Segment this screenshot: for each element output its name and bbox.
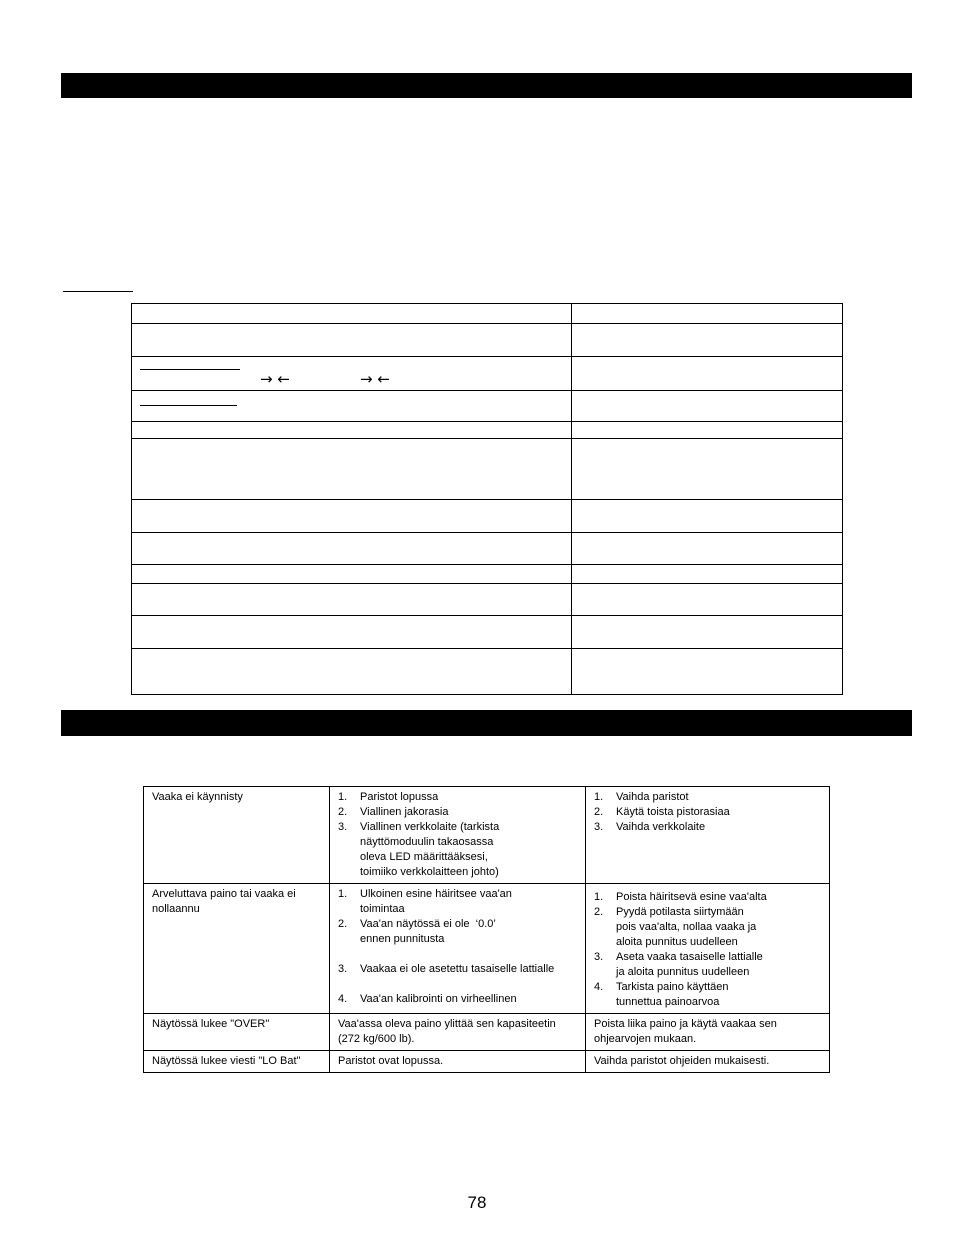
solution-cell: [586, 787, 830, 884]
heading-underline: [63, 291, 133, 292]
list-item: 2. Vaa'an näytössä ei ole ‘0.0’ ennen punnitusta: [338, 918, 496, 945]
list-item: 4. Vaa'an kalibrointi on virheellinen: [338, 993, 517, 1005]
cause-cell: [330, 787, 586, 884]
list-item: 2. Käytä toista pistorasiaa: [594, 806, 730, 818]
list-item: 3. Viallinen verkkolaite (tarkista näyttömoduulin takaosassa oleva LED määrittääksesi, toimiiko verkkolaitteen johto): [338, 821, 500, 878]
list-item: 4. Tarkista paino käyttäen tunnettua painoarvoa: [594, 981, 729, 1008]
list-item: 3. Vaihda verkkolaite: [594, 821, 706, 833]
troubleshooting-table: [143, 786, 830, 1073]
arrow-glyphs: → ←: [360, 370, 390, 388]
specification-table: [131, 303, 843, 695]
page-number: 78: [467, 1193, 487, 1212]
cause-cell: [330, 884, 586, 1014]
solution-cell: Vaihda paristot ohjeiden mukaisesti.: [586, 1051, 830, 1073]
table-row: [132, 500, 843, 533]
list-item: 1. Vaihda paristot: [594, 791, 689, 803]
table-row: [132, 616, 843, 649]
text-underline: [140, 405, 237, 406]
table-row: [132, 422, 843, 439]
list-item: 1. Poista häiritsevä esine vaa'alta: [594, 891, 767, 903]
list-item: 1. Ulkoinen esine häiritsee vaa'an toimintaa: [338, 888, 512, 915]
problem-cell: Näytössä lukee viesti "LO Bat": [144, 1051, 330, 1073]
table-row: [132, 439, 843, 500]
table-row: [132, 324, 843, 357]
table-row: [132, 533, 843, 565]
cause-cell: Paristot ovat lopussa.: [330, 1051, 586, 1073]
text-underline: [140, 369, 240, 370]
list-item: 2. Pyydä potilasta siirtymään pois vaa'alta, nollaa vaaka ja aloita punnitus uudelleen: [594, 906, 757, 948]
list-item: 3. Aseta vaaka tasaiselle lattialle ja aloita punnitus uudelleen: [594, 951, 763, 978]
table-row: [132, 391, 843, 422]
table-row: [132, 357, 843, 391]
table-row: [144, 884, 830, 1014]
table-row: [144, 787, 830, 884]
table-row: [144, 1014, 830, 1051]
problem-cell: Näytössä lukee "OVER": [144, 1014, 330, 1051]
section-header-bar: [61, 73, 912, 98]
solution-cell: Poista liika paino ja käytä vaakaa sen ohjearvojen mukaan.: [586, 1014, 830, 1051]
cause-cell: Vaa'assa oleva paino ylittää sen kapasiteetin (272 kg/600 lb).: [330, 1014, 586, 1051]
list-item: 1. Paristot lopussa: [338, 791, 439, 803]
problem-cell: Vaaka ei käynnisty: [144, 787, 330, 884]
table-row: [132, 565, 843, 584]
list-item: 2. Viallinen jakorasia: [338, 806, 449, 818]
table-row: [132, 584, 843, 616]
table-row: [144, 1051, 830, 1073]
table-row: [132, 649, 843, 695]
problem-cell: Arveluttava paino tai vaaka ei nollaannu: [144, 884, 330, 1014]
arrow-glyphs: → ←: [260, 370, 290, 388]
table-row: [132, 304, 843, 324]
list-item: 3. Vaakaa ei ole asetettu tasaiselle lattialle: [338, 963, 555, 975]
solution-cell: [586, 884, 830, 1014]
section-header-bar: [61, 710, 912, 736]
